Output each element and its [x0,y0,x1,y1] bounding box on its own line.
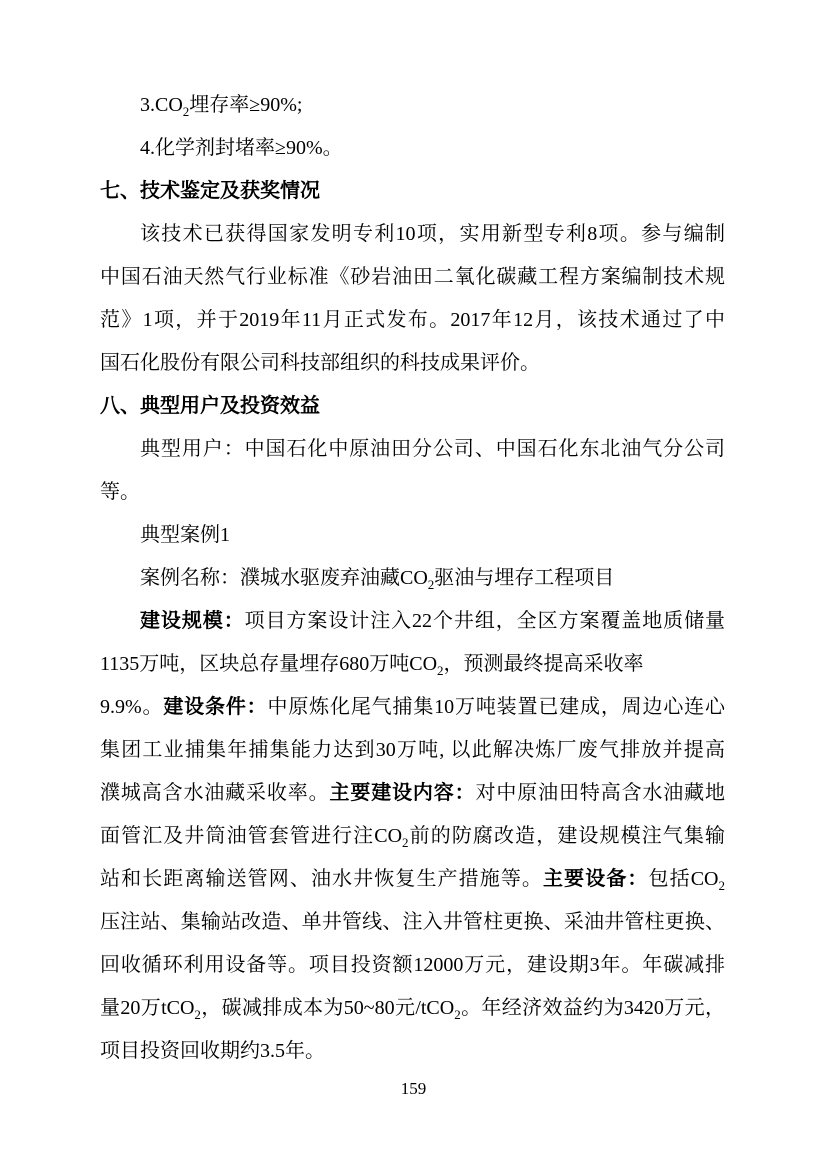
bold-label: 建设条件： [163,696,268,718]
page-number: 159 [400,1079,427,1098]
text-segment: 国石化股份有限公司科技部组织的科技成果评价。 [100,352,540,374]
text-line [100,514,725,557]
text-segment: 量20万tCO [100,997,195,1019]
text-segment: 典型案例1 [140,524,230,546]
text-line [100,944,725,987]
text-segment: 濮城高含水油藏采收率。 [100,782,330,804]
text-segment: 中国石油天然气行业标准《砂岩油田二氧化碳藏工程方案编制技术规 [100,266,725,288]
text-line [100,901,725,944]
text-line [100,643,725,686]
document-text-block [100,84,725,1073]
subscript-text: 2 [718,878,725,893]
text-line [100,600,725,643]
subscript-text: 2 [427,577,435,592]
text-segment: 范》1项，并于2019年11月正式发布。2017年12月，该技术通过了中 [100,309,725,331]
text-segment: 4.化学剂封堵率≥90%。 [140,137,343,159]
text-line [100,299,725,342]
text-segment: 案例名称：濮城水驱废弃油藏CO [140,567,428,589]
text-segment: 包括CO [648,868,719,890]
text-line [100,84,725,127]
text-line [100,1030,725,1073]
text-segment: 站和长距离输送管网、油水井恢复生产措施等。 [100,868,544,890]
text-line [100,213,725,256]
text-segment: 9.9%。 [100,696,164,718]
text-segment: 。年经济效益约为3420万元， [460,997,726,1019]
text-segment: 该技术已获得国家发明专利10项，实用新型专利8项。参与编制 [140,223,725,245]
text-line [100,815,725,858]
text-segment: ，预测最终提高采收率 [443,653,644,675]
text-segment: 等。 [100,481,140,503]
text-segment: 驱油与埋存工程项目 [434,567,615,589]
text-segment: 前的防腐改造，建设规模注气集输 [408,825,725,847]
text-line [100,686,725,729]
text-line [100,385,725,428]
bold-label: 主要设备： [543,868,649,890]
subscript-text: 2 [182,104,190,119]
bold-label: 八、典型用户及投资效益 [100,395,320,417]
text-line [100,729,725,772]
text-line [100,987,725,1030]
text-segment: 回收循环利用设备等。项目投资额12000万元，建设期3年。年碳减排 [100,954,725,976]
subscript-text: 2 [437,663,444,678]
text-segment: 对中原油田特高含水油藏地 [475,782,726,804]
subscript-text: 2 [454,1007,461,1022]
bold-label: 建设规模： [140,610,245,632]
text-line [100,256,725,299]
text-line [100,471,725,514]
text-line [100,127,725,170]
text-line [100,342,725,385]
subscript-text: 2 [402,835,409,850]
bold-label: 主要建设内容： [329,782,476,804]
text-segment: 集团工业捕集年捕集能力达到30万吨, 以此解决炼厂废气排放并提高 [100,739,725,761]
text-segment: 压注站、集输站改造、单井管线、注入井管柱更换、采油井管柱更换、 [100,911,725,933]
text-segment: 中原炼化尾气捕集10万吨装置已建成，周边心连心 [267,696,725,718]
text-line [100,858,725,901]
text-segment: 3.CO [140,94,183,116]
text-line [100,557,725,600]
subscript-text: 2 [194,1007,201,1022]
text-line [100,428,725,471]
bold-label: 七、技术鉴定及获奖情况 [100,180,320,202]
text-line [100,772,725,815]
text-segment: ，碳减排成本为50~80元/tCO [200,997,455,1019]
text-segment: 典型用户：中国石化中原油田分公司、中国石化东北油气分公司 [140,438,725,460]
text-segment: 1135万吨，区块总存量埋存680万吨CO [100,653,438,675]
text-line [100,170,725,213]
text-segment: 埋存率≥90%; [189,94,303,116]
text-segment: 项目方案设计注入22个井组，全区方案覆盖地质储量 [244,610,726,632]
text-segment: 面管汇及井筒油管套管进行注CO [100,825,403,847]
text-segment: 项目投资回收期约3.5年。 [100,1040,325,1062]
